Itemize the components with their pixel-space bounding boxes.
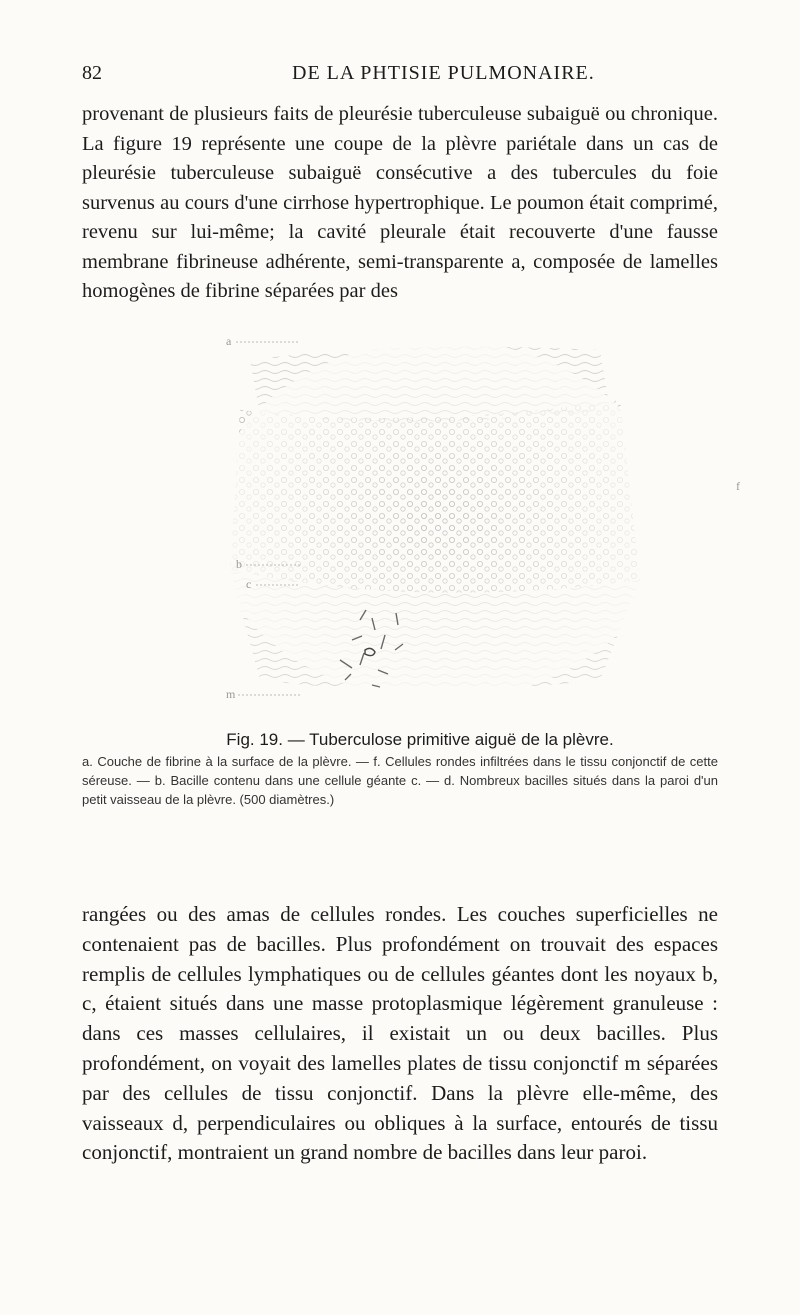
label-f: f [736,479,740,493]
running-title: DE LA PHTISIE PULMONAIRE. [292,62,595,84]
running-header [82,62,718,92]
label-c: c [246,577,252,591]
paragraph-top: provenant de plusieurs faits de pleurésie tuberculeuse subaiguë ou chronique. La figure 19 représente une coupe de la plèvre pariétale dans un cas de pleurésie tuberculeuse subaiguë consécutive a des tubercules du foie survenus au cours d'une cirrhose hypertrophique. Le poumon était comprimé, revenu sur lui-même; la cavité pleurale était recouverte d'une fausse membrane fibrineuse adhérente, semi-transparente a, composée de lamelles homogènes de fibrine séparées par des [82,103,718,302]
histology-illustration [0,320,800,720]
figure-caption: Fig. 19. — Tuberculose primitive aiguë de la plèvre. [226,730,614,749]
label-m: m [226,687,236,701]
figure-legend: a. Couche de fibrine à la surface de la plèvre. — f. Cellules rondes infiltrées dans le tissu conjonctif de cette séreuse. — b. Bacille contenu dans une cellule géante c. — d. Nombreux bacilles situés dans la paroi d'un petit vaisseau de la plèvre. (500 diamètres.) [82,754,718,807]
page-number: 82 [82,62,102,84]
label-a: a [226,334,232,348]
paragraph-bottom: rangées ou des amas de cellules rondes. Les couches superficielles ne contenaient pas de bacilles. Plus profondément on trouvait des espaces remplis de cellules lymphatiques ou de cellules géantes dont les noyaux b, c, étaient situés dans une masse protoplasmique légèrement granuleuse : dans ces masses cellulaires, il existait un ou deux bacilles. Plus profondément, on voyait des lamelles plates de tissu conjonctif m séparées par des cellules de tissu conjonctif. Dans la plèvre elle-même, des vaisseaux d, perpendiculaires ou obliques à la surface, entourés de tissu conjonctif, montraient un grand nombre de bacilles dans leur paroi. [82,902,718,1165]
figure-19 [0,320,800,720]
cell-layer [210,340,670,700]
label-b: b [236,557,242,571]
